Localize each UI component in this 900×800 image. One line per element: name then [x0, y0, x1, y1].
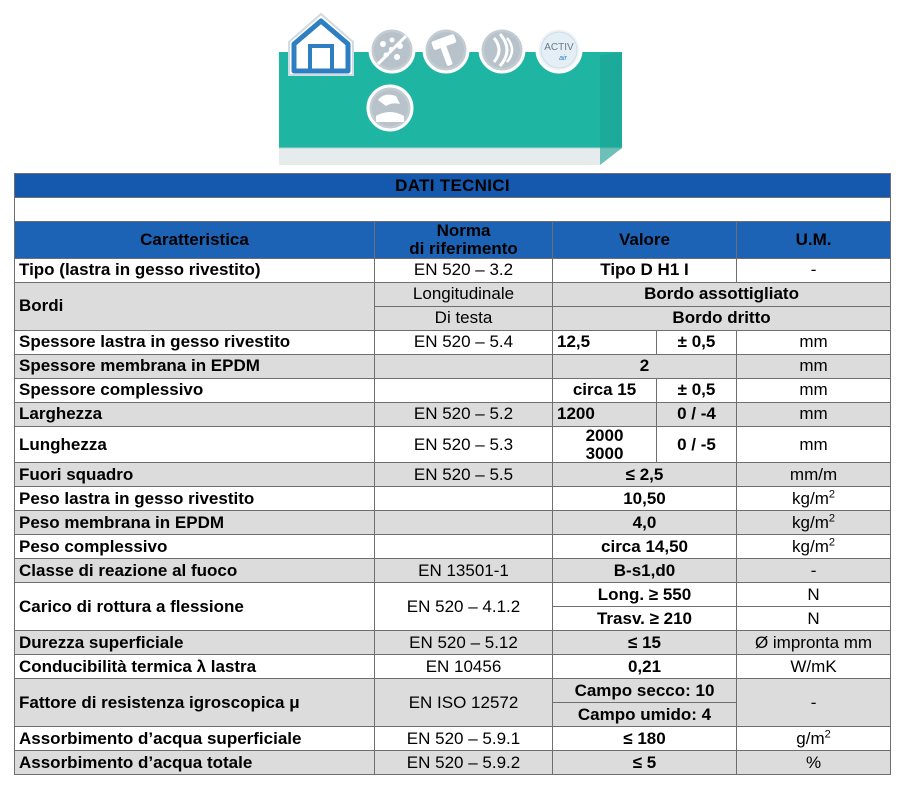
row-unit: $g/m^2$ — [737, 727, 891, 751]
row-value: Bordo assottigliato — [553, 282, 891, 306]
header-unit: U.M. — [737, 222, 891, 259]
row-label: Peso lastra in gesso rivestito — [15, 487, 375, 511]
table-row — [15, 511, 891, 535]
header-norm — [375, 222, 553, 259]
row-value: Campo secco: 10 — [553, 679, 737, 703]
hammer-icon — [424, 28, 468, 72]
row-norm — [375, 511, 553, 535]
row-unit: mm — [737, 402, 891, 426]
table-row — [15, 727, 891, 751]
table-row — [15, 487, 891, 511]
row-value: 10,50 — [553, 487, 737, 511]
row-unit: mm — [737, 354, 891, 378]
row-value: Trasv. ≥ 210 — [553, 607, 737, 631]
table-row — [15, 378, 891, 402]
house-icon — [289, 14, 353, 75]
table-row — [15, 354, 891, 378]
svg-text:ACTIV: ACTIV — [544, 42, 574, 53]
header-norm-line2: di riferimento — [409, 238, 518, 258]
row-norm: Longitudinale — [375, 282, 553, 306]
moisture-icon — [370, 28, 414, 72]
row-norm: EN 10456 — [375, 655, 553, 679]
row-unit: $kg/m^2$ — [737, 511, 891, 535]
row-value: circa 15 — [553, 378, 657, 402]
table-spacer — [15, 198, 891, 222]
table-row — [15, 463, 891, 487]
row-value-line1: 2000 — [585, 426, 624, 445]
header-value: Valore — [553, 222, 737, 259]
row-unit: Ø impronta mm — [737, 631, 891, 655]
row-unit: - — [737, 679, 891, 727]
technical-data-table — [14, 173, 890, 775]
table-row — [15, 426, 891, 463]
row-label: Spessore lastra in gesso rivestito — [15, 330, 375, 354]
row-unit: N — [737, 607, 891, 631]
row-label: Assorbimento d’acqua totale — [15, 751, 375, 775]
row-norm: Di testa — [375, 306, 553, 330]
row-value: ≤ 2,5 — [553, 463, 737, 487]
row-label: Peso complessivo — [15, 535, 375, 559]
table-row — [15, 655, 891, 679]
row-label: Durezza superficiale — [15, 631, 375, 655]
row-value: B-s1,d0 — [553, 559, 737, 583]
row-label: Tipo (lastra in gesso rivestito) — [15, 258, 375, 282]
row-norm: EN 520 – 5.2 — [375, 402, 553, 426]
row-value: circa 14,50 — [553, 535, 737, 559]
row-value: 1200 — [553, 402, 657, 426]
row-label: Classe di reazione al fuoco — [15, 559, 375, 583]
water-resistance-icon — [368, 86, 412, 130]
acoustic-icon — [480, 28, 524, 72]
row-norm — [375, 354, 553, 378]
row-value: ≤ 5 — [553, 751, 737, 775]
table-row — [15, 559, 891, 583]
row-value: Tipo D H1 I — [553, 258, 737, 282]
row-norm: EN 520 – 5.5 — [375, 463, 553, 487]
board-edge — [279, 148, 622, 165]
row-norm: EN ISO 12572 — [375, 679, 553, 727]
table-row — [15, 679, 891, 703]
row-tolerance: 0 / -4 — [657, 402, 737, 426]
row-value: Campo umido: 4 — [553, 703, 737, 727]
row-value-line2: 3000 — [585, 443, 624, 463]
row-norm: EN 520 – 5.4 — [375, 330, 553, 354]
row-unit: mm — [737, 378, 891, 402]
table-header-row — [15, 222, 891, 259]
row-norm — [375, 487, 553, 511]
row-unit: $kg/m^2$ — [737, 487, 891, 511]
table-row — [15, 751, 891, 775]
activ-air-icon — [537, 28, 581, 72]
row-label: Fattore di resistenza igroscopica μ — [15, 679, 375, 727]
svg-text:air: air — [559, 55, 567, 62]
row-label: Peso membrana in EPDM — [15, 511, 375, 535]
row-unit: N — [737, 583, 891, 607]
table-row — [15, 535, 891, 559]
row-norm: EN 520 – 5.12 — [375, 631, 553, 655]
row-value: Long. ≥ 550 — [553, 583, 737, 607]
row-unit: W/mK — [737, 655, 891, 679]
row-value: 4,0 — [553, 511, 737, 535]
row-label: Larghezza — [15, 402, 375, 426]
row-norm: EN 520 – 5.9.2 — [375, 751, 553, 775]
row-unit: - — [737, 258, 891, 282]
row-norm — [375, 535, 553, 559]
row-unit: mm — [737, 426, 891, 463]
row-unit: mm/m — [737, 463, 891, 487]
row-label: Spessore complessivo — [15, 378, 375, 402]
row-value: ≤ 15 — [553, 631, 737, 655]
row-unit: mm — [737, 330, 891, 354]
table-row — [15, 631, 891, 655]
header-characteristic: Caratteristica — [15, 222, 375, 259]
row-norm: EN 520 – 5.3 — [375, 426, 553, 463]
row-norm: EN 520 – 3.2 — [375, 258, 553, 282]
table-row — [15, 330, 891, 354]
row-norm: EN 520 – 4.1.2 — [375, 583, 553, 631]
row-unit: % — [737, 751, 891, 775]
row-label: Assorbimento d’acqua superficiale — [15, 727, 375, 751]
row-label: Carico di rottura a flessione — [15, 583, 375, 631]
row-tolerance: ± 0,5 — [657, 378, 737, 402]
row-label: Lunghezza — [15, 426, 375, 463]
row-value: 0,21 — [553, 655, 737, 679]
row-label: Bordi — [15, 282, 375, 330]
row-tolerance: 0 / -5 — [657, 426, 737, 463]
row-value — [553, 426, 657, 463]
product-illustration — [0, 0, 900, 170]
row-value: ≤ 180 — [553, 727, 737, 751]
row-norm — [375, 378, 553, 402]
row-value: 2 — [553, 354, 737, 378]
row-label: Conducibilità termica λ lastra — [15, 655, 375, 679]
row-unit: - — [737, 559, 891, 583]
row-norm: EN 520 – 5.9.1 — [375, 727, 553, 751]
table-row — [15, 282, 891, 306]
table-row — [15, 402, 891, 426]
row-unit: $kg/m^2$ — [737, 535, 891, 559]
row-tolerance: ± 0,5 — [657, 330, 737, 354]
table-title: DATI TECNICI — [15, 174, 891, 198]
table-row — [15, 258, 891, 282]
row-norm: EN 13501-1 — [375, 559, 553, 583]
row-value: 12,5 — [553, 330, 657, 354]
row-label: Spessore membrana in EPDM — [15, 354, 375, 378]
table-row — [15, 583, 891, 607]
row-label: Fuori squadro — [15, 463, 375, 487]
table-title-row — [15, 174, 891, 198]
row-value: Bordo dritto — [553, 306, 891, 330]
header-norm-line1: Norma — [436, 221, 491, 240]
